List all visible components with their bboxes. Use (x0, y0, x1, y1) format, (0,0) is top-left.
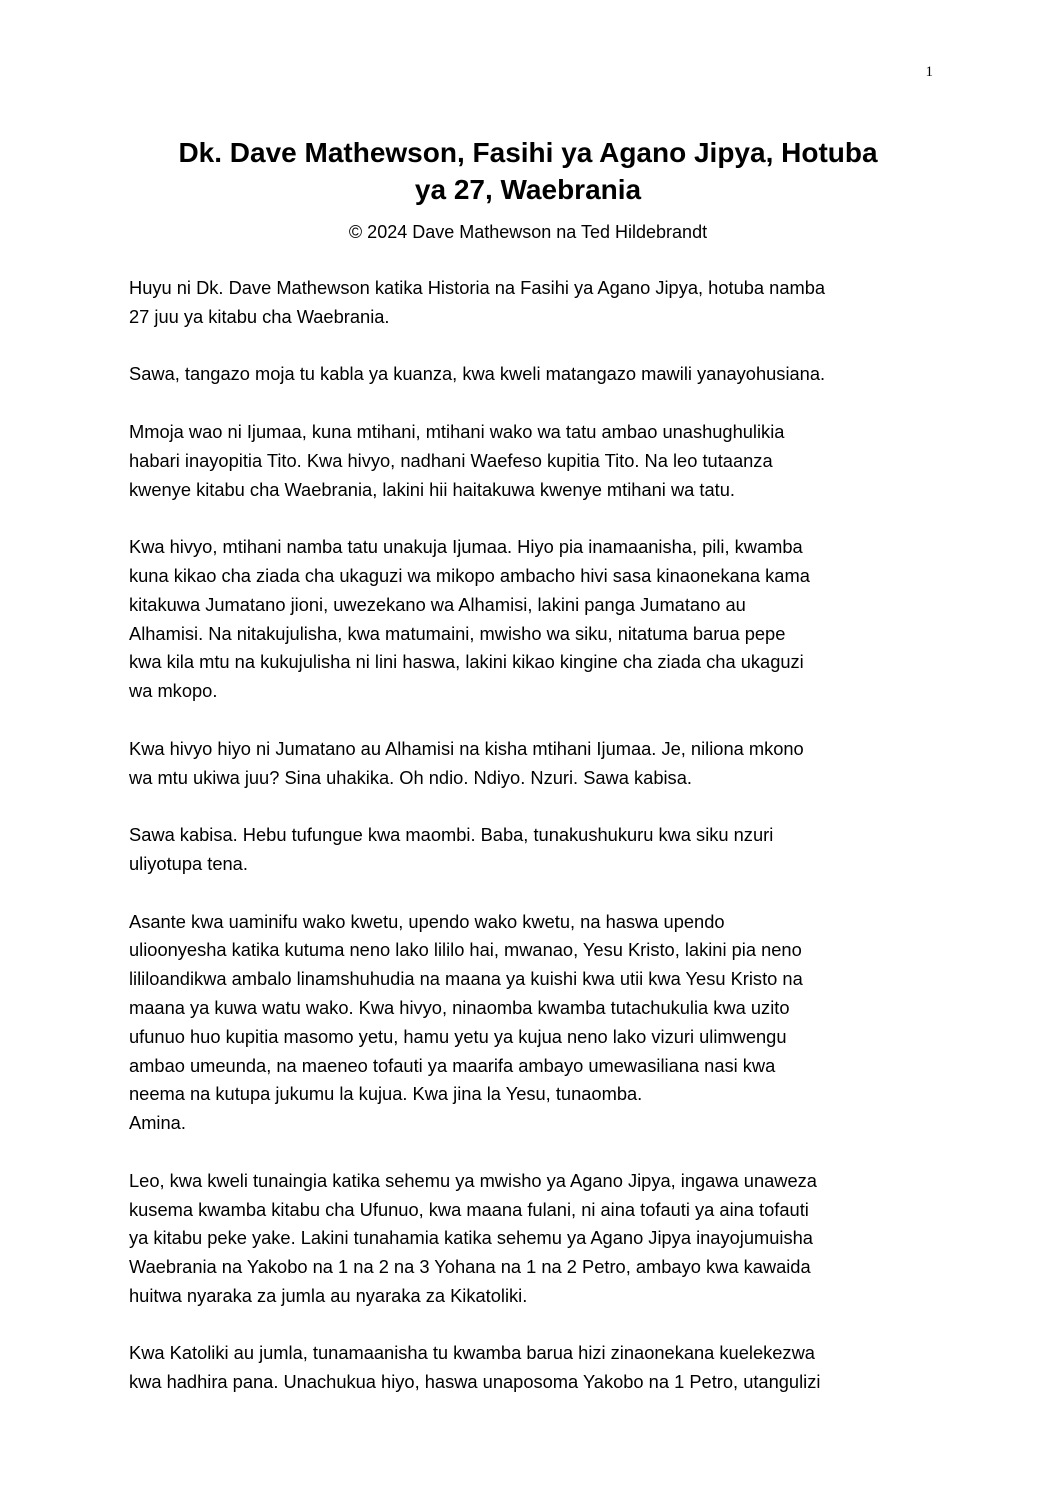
paragraph-line: kuna kikao cha ziada cha ukaguzi wa mikopo ambacho hivi sasa kinaonekana kama (129, 564, 810, 586)
paragraph-line: kwenye kitabu cha Waebrania, lakini hii haitakuwa kwenye mtihani wa tatu. (129, 478, 735, 500)
paragraph (129, 274, 935, 332)
paragraph-line: kwa hadhira pana. Unachukua hiyo, haswa unaposoma Yakobo na 1 Petro, utangulizi (129, 1371, 821, 1393)
paragraph-line: uliyotupa tena. (129, 852, 248, 874)
paragraph-line: kwa kila mtu na kukujulisha ni lini haswa, lakini kikao kingine cha ziada cha ukaguzi (129, 651, 804, 673)
paragraph (129, 360, 935, 389)
paragraph-line: Kwa hivyo hiyo ni Jumatano au Alhamisi na kisha mtihani Ijumaa. Je, niliona mkono (129, 737, 804, 759)
copyright-notice: © 2024 Dave Mathewson na Ted Hildebrandt (348, 222, 708, 242)
paragraph-line: Leo, kwa kweli tunaingia katika sehemu ya mwisho ya Agano Jipya, ingawa unaweza (129, 1169, 817, 1191)
paragraph-line: Asante kwa uaminifu wako kwetu, upendo wako kwetu, na haswa upendo (129, 910, 725, 932)
paragraph-line: lililoandikwa ambalo linamshuhudia na maana ya kuishi kwa utii kwa Yesu Kristo na (129, 968, 803, 990)
paragraph-line: Waebrania na Yakobo na 1 na 2 na 3 Yohana na 1 na 2 Petro, ambayo kwa kawaida (129, 1256, 811, 1278)
paragraph-line: huitwa nyaraka za jumla au nyaraka za Kikatoliki. (129, 1284, 528, 1306)
paragraph-line: Huyu ni Dk. Dave Mathewson katika Historia na Fasihi ya Agano Jipya, hotuba namba (129, 277, 826, 298)
paragraph (129, 533, 935, 706)
title-line-2: ya 27, Waebrania (414, 174, 642, 205)
paragraph-line: Sawa kabisa. Hebu tufungue kwa maombi. Baba, tunakushukuru kwa siku nzuri (129, 824, 774, 846)
paragraph-line: wa mkopo. (129, 680, 218, 702)
paragraph (129, 908, 935, 1138)
paragraph-line: ulioonyesha katika kutuma neno lako lililo hai, mwanao, Yesu Kristo, lakini pia neno (129, 939, 802, 961)
paragraph-line: maana ya kuwa watu wako. Kwa hivyo, ninaomba kwamba tutachukulia kwa uzito (129, 996, 790, 1018)
paragraph-line: kitakuwa Jumatano jioni, uwezekano wa Alhamisi, lakini panga Jumatano au (129, 593, 746, 615)
paragraph-line: Kwa hivyo, mtihani namba tatu unakuja Ijumaa. Hiyo pia inamaanisha, pili, kwamba (129, 536, 803, 558)
paragraph-line: ya kitabu peke yake. Lakini tunahamia katika sehemu ya Agano Jipya inayojumuisha (129, 1227, 813, 1249)
paragraph-line: ambao umeunda, na maeneo tofauti ya maarifa ambayo umewasiliana nasi kwa (129, 1054, 776, 1076)
paragraph-line: habari inayopitia Tito. Kwa hivyo, nadhani Waefeso kupitia Tito. Na leo tutaanza (129, 449, 773, 471)
document-title (128, 134, 928, 208)
paragraph-line: Mmoja wao ni Ijumaa, kuna mtihani, mtihani wako wa tatu ambao unashughulikia (129, 420, 785, 442)
paragraph-line: Amina. (129, 1112, 186, 1134)
paragraph-line: Kwa Katoliki au jumla, tunamaanisha tu kwamba barua hizi zinaonekana kuelekezwa (129, 1342, 815, 1364)
paragraph (129, 735, 935, 793)
paragraph-line: wa mtu ukiwa juu? Sina uhakika. Oh ndio. Ndiyo. Nzuri. Sawa kabisa. (129, 766, 692, 788)
title-line-1: Dk. Dave Mathewson, Fasihi ya Agano Jipya, Hotuba (178, 137, 878, 168)
paragraph-line: Alhamisi. Na nitakujulisha, kwa matumaini, mwisho wa siku, nitatuma barua pepe (129, 622, 786, 644)
paragraph-line: ufunuo huo kupitia masomo yetu, hamu yetu ya kujua neno lako vizuri ulimwengu (129, 1025, 787, 1047)
paragraph-line: 27 juu ya kitabu cha Waebrania. (129, 305, 390, 327)
paragraph-line: Sawa, tangazo moja tu kabla ya kuanza, kwa kweli matangazo mawili yanayohusiana. (129, 363, 826, 385)
page-number: 1 (925, 64, 933, 80)
paragraph (129, 1167, 935, 1311)
document-body (129, 274, 935, 1426)
paragraph-line: kusema kwamba kitabu cha Ufunuo, kwa maana fulani, ni aina tofauti ya aina tofauti (129, 1198, 809, 1220)
paragraph (129, 821, 935, 879)
paragraph-line: neema na kutupa jukumu la kujua. Kwa jina la Yesu, tunaomba. (129, 1083, 643, 1105)
paragraph (129, 418, 935, 504)
paragraph (129, 1339, 935, 1397)
